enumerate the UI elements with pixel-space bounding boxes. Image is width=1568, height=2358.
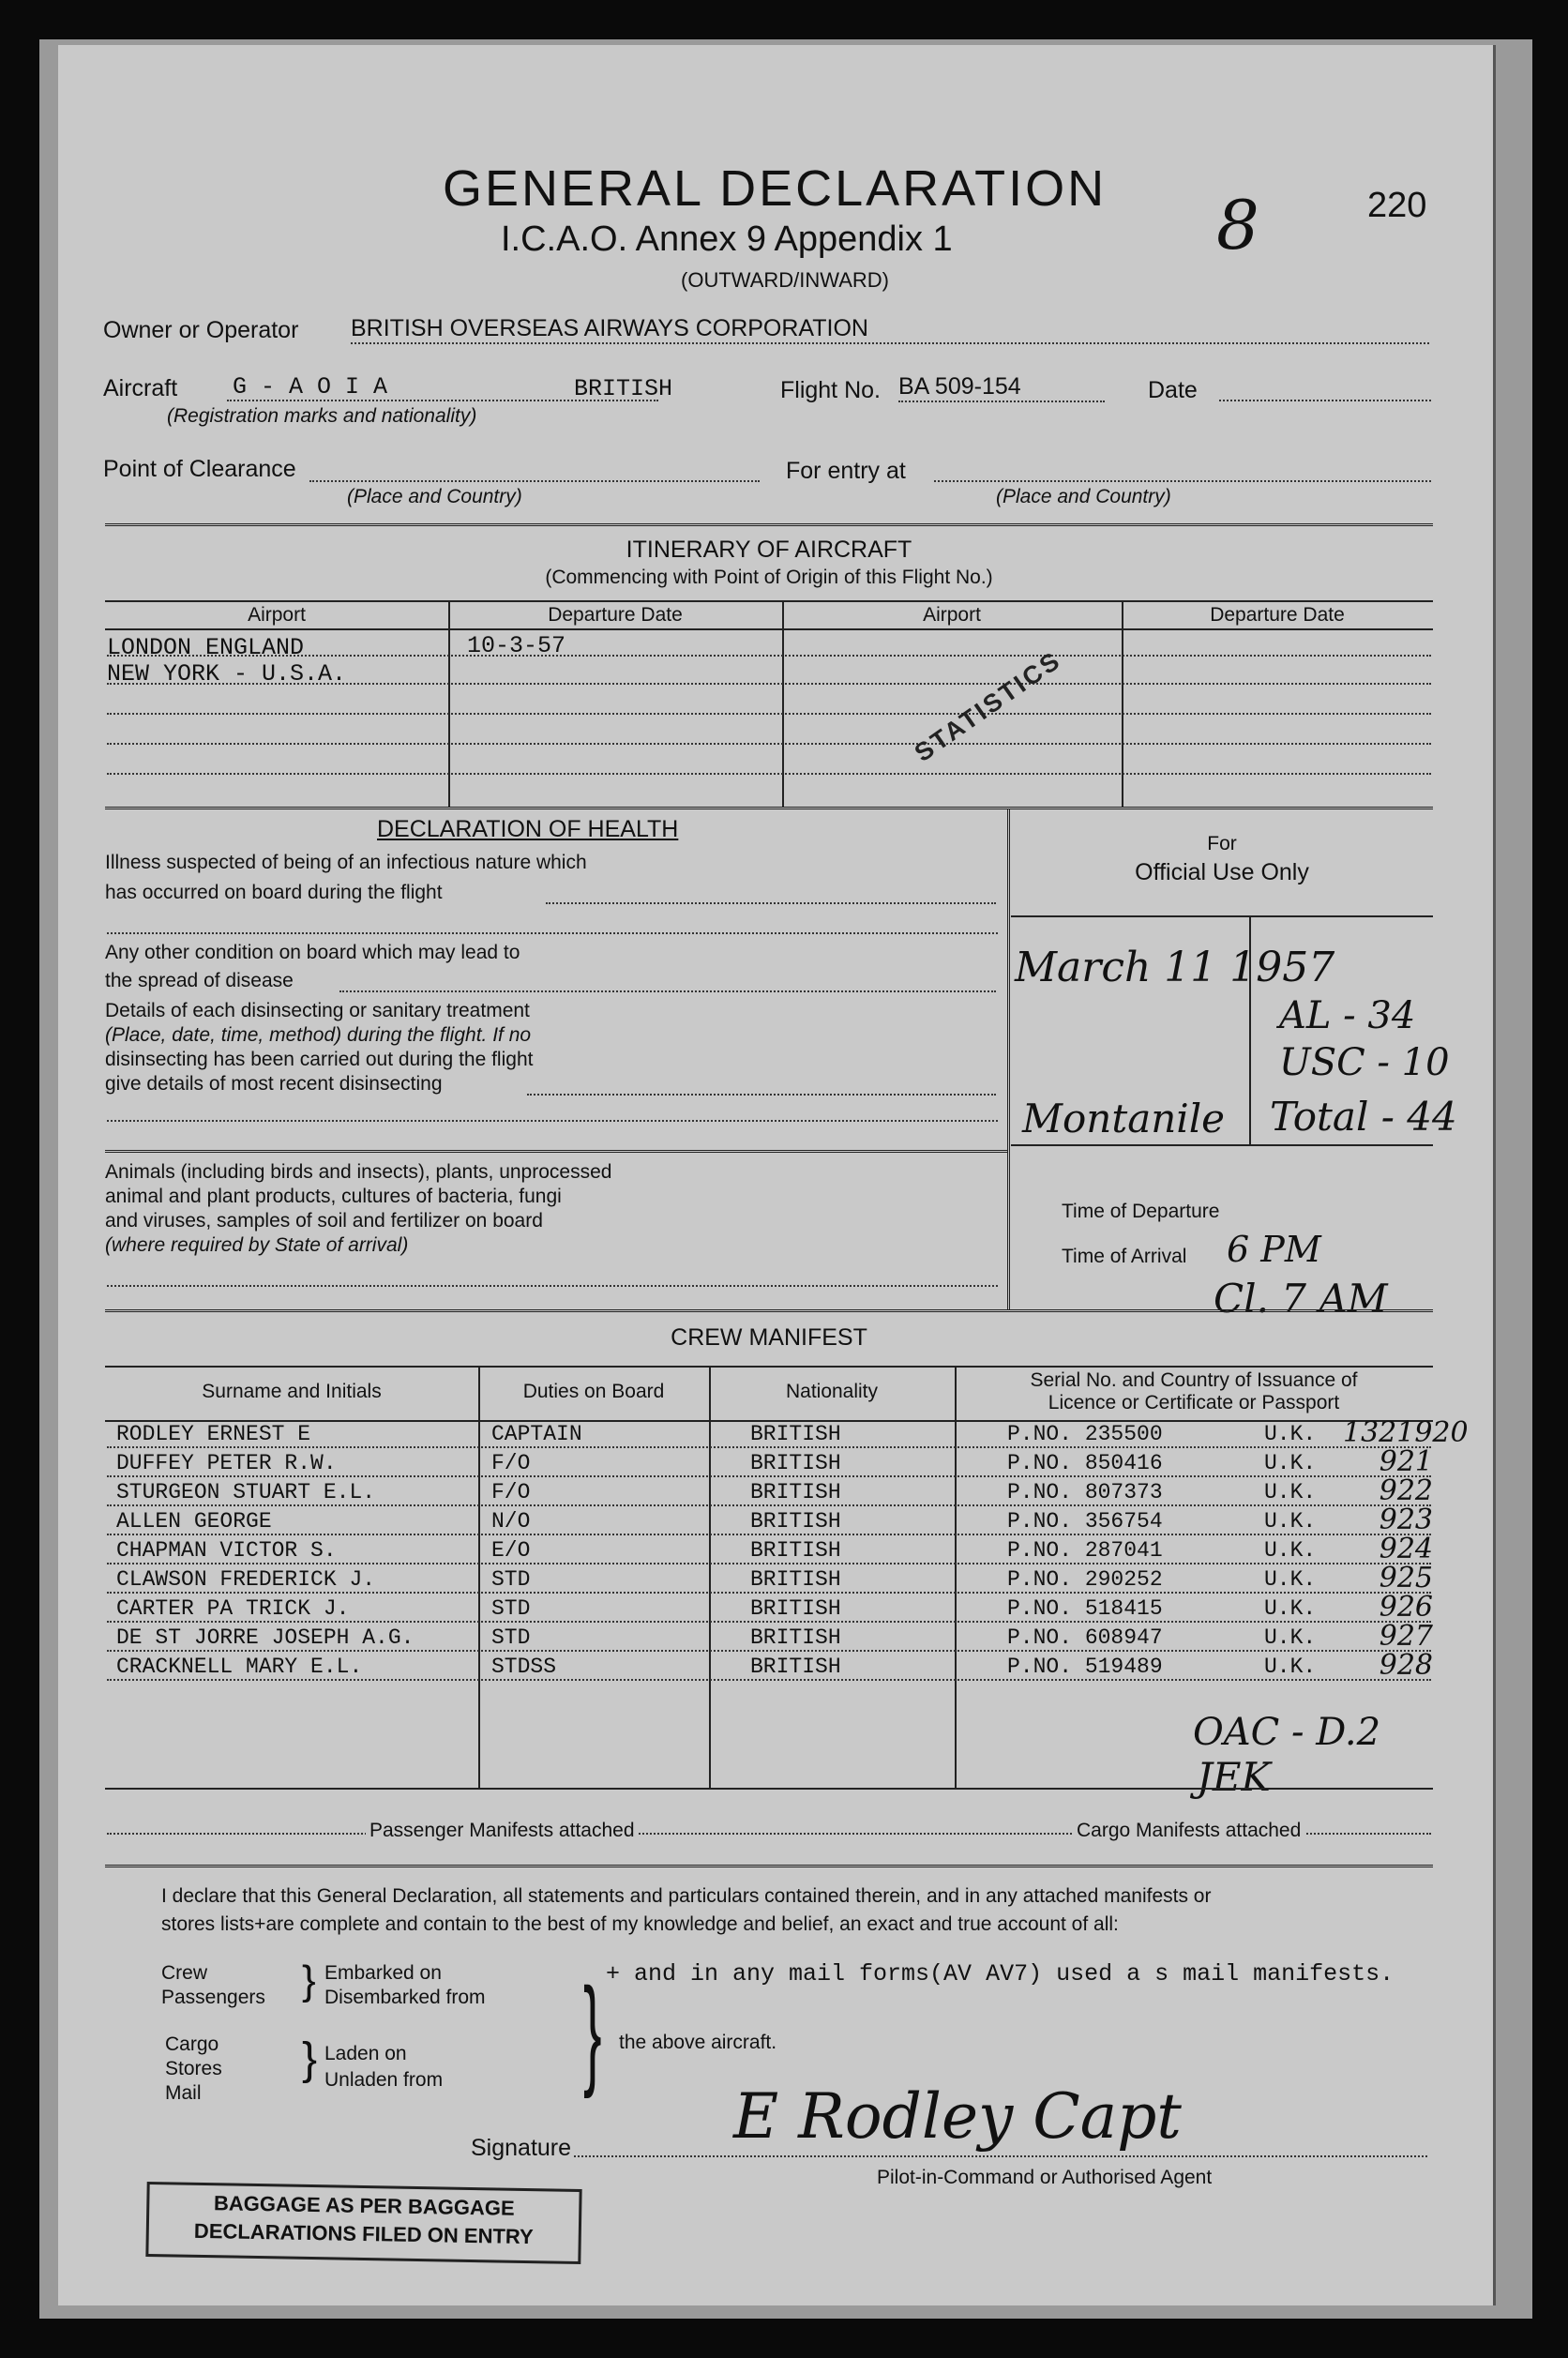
crew-nat-cell: BRITISH xyxy=(750,1509,841,1534)
crew-nat-cell: BRITISH xyxy=(750,1480,841,1504)
flight-number: BA 509-154 xyxy=(898,373,1105,402)
itinerary-airport: LONDON ENGLAND xyxy=(107,634,305,661)
page-number: 220 xyxy=(1367,186,1427,225)
crew-hand-cell: 926 xyxy=(1379,1591,1433,1624)
owner-label: Owner or Operator xyxy=(103,317,299,343)
health-title: DECLARATION OF HEALTH xyxy=(377,816,679,842)
crew-pno-cell: P.NO. 850416 xyxy=(1007,1451,1163,1475)
itinerary-date: 10-3-57 xyxy=(467,632,566,659)
disembarked-label: Disembarked from xyxy=(324,1987,486,2008)
crew-country-cell: U.K. xyxy=(1264,1625,1317,1650)
official-title: For xyxy=(1207,833,1237,854)
crew-row-rule xyxy=(107,1679,1431,1681)
clearance-label: Point of Clearance xyxy=(103,456,296,482)
animals-line: and viruses, samples of soil and fertilizer on board xyxy=(105,1210,543,1232)
crew-nat-cell: BRITISH xyxy=(750,1596,841,1621)
handwritten-clearance: Cl. 7 AM xyxy=(1214,1276,1388,1322)
crew-pno-cell: P.NO. 356754 xyxy=(1007,1509,1163,1534)
page-subtitle: I.C.A.O. Annex 9 Appendix 1 xyxy=(501,219,953,259)
crew-duty-cell: STD xyxy=(491,1596,531,1621)
crew-country-cell: U.K. xyxy=(1264,1509,1317,1534)
crew-pno-cell: P.NO. 235500 xyxy=(1007,1422,1163,1446)
other-condition-line: Any other condition on board which may lead to xyxy=(105,942,520,963)
handwritten-arrival: 6 PM xyxy=(1227,1229,1321,1270)
crew-name-cell: RODLEY ERNEST E xyxy=(116,1422,311,1446)
signature-label: Signature xyxy=(471,2135,572,2161)
crew-nat-cell: BRITISH xyxy=(750,1538,841,1563)
declaration-text: stores lists+are complete and contain to the best of my knowledge and belief, an exact and true account of all: xyxy=(161,1913,1119,1935)
crew-word: Crew xyxy=(161,1962,208,1984)
crew-hand-cell: 924 xyxy=(1379,1533,1433,1565)
crew-country-cell: U.K. xyxy=(1264,1567,1317,1592)
disinsect-line: (Place, date, time, method) during the flight. If no xyxy=(105,1024,532,1046)
itinerary-airport: NEW YORK - U.S.A. xyxy=(107,660,347,688)
itinerary-title: ITINERARY OF AIRCRAFT xyxy=(626,537,912,563)
departure-time-label: Time of Departure xyxy=(1062,1201,1220,1222)
crew-duty-cell: STDSS xyxy=(491,1655,557,1679)
animals-line: (where required by State of arrival) xyxy=(105,1234,409,1256)
crew-title: CREW MANIFEST xyxy=(671,1324,867,1351)
laden-label: Laden on xyxy=(324,2043,407,2064)
handwritten-initials: JEK xyxy=(1197,1754,1271,1800)
flight-label: Flight No. xyxy=(780,377,881,403)
declaration-text: I declare that this General Declaration, all statements and particulars contained therein, and in any attached manifests or xyxy=(161,1885,1212,1907)
itinerary-header-airport-2: Airport xyxy=(923,604,981,626)
crew-name-cell: DUFFEY PETER R.W. xyxy=(116,1451,337,1475)
crew-row-rule xyxy=(107,1563,1431,1564)
large-brace-icon: } xyxy=(583,1962,602,2099)
disinsect-line: disinsecting has been carried out during the flight xyxy=(105,1049,534,1070)
aircraft-nationality: BRITISH xyxy=(574,375,673,402)
declaration-sheet xyxy=(58,45,1496,2305)
direction-label: (OUTWARD/INWARD) xyxy=(681,268,889,292)
stamp-line: BAGGAGE AS PER BAGGAGE xyxy=(213,2191,515,2220)
crew-hand-cell: 927 xyxy=(1379,1620,1433,1653)
passenger-manifests-label: Passenger Manifests attached xyxy=(366,1820,639,1842)
crew-pno-cell: P.NO. 290252 xyxy=(1007,1567,1163,1592)
crew-name-cell: DE ST JORRE JOSEPH A.G. xyxy=(116,1625,415,1650)
crew-duty-cell: STD xyxy=(491,1567,531,1592)
brace-icon: } xyxy=(302,2034,318,2084)
crew-name-cell: CARTER PA TRICK J. xyxy=(116,1596,350,1621)
cargo-word: Cargo xyxy=(165,2033,219,2055)
baggage-stamp xyxy=(145,2182,581,2264)
illness-line: Illness suspected of being of an infectious nature which xyxy=(105,852,587,873)
crew-pno-cell: P.NO. 519489 xyxy=(1007,1655,1163,1679)
crew-row-rule xyxy=(107,1475,1431,1477)
stamp-line: DECLARATIONS FILED ON ENTRY xyxy=(193,2218,534,2249)
crew-row-rule xyxy=(107,1504,1431,1506)
crew-name-cell: CLAWSON FREDERICK J. xyxy=(116,1567,376,1592)
crew-duty-cell: STD xyxy=(491,1625,531,1650)
crew-nat-cell: BRITISH xyxy=(750,1625,841,1650)
itinerary-header-date-2: Departure Date xyxy=(1210,604,1345,626)
crew-duty-cell: E/O xyxy=(491,1538,531,1563)
captain-signature: E Rodley Capt xyxy=(733,2080,1182,2153)
disinsect-line: Details of each disinsecting or sanitary treatment xyxy=(105,1000,530,1021)
arrival-time-label: Time of Arrival xyxy=(1062,1246,1187,1267)
crew-hand-cell: 921 xyxy=(1379,1445,1433,1478)
handwritten-note: OAC - D.2 xyxy=(1193,1711,1381,1754)
crew-name-cell: CRACKNELL MARY E.L. xyxy=(116,1655,363,1679)
statistics-stamp: STATISTICS xyxy=(909,645,1067,768)
animals-line: animal and plant products, cultures of bacteria, fungi xyxy=(105,1186,562,1207)
registration-sublabel: (Registration marks and nationality) xyxy=(167,405,477,427)
crew-country-cell: U.K. xyxy=(1264,1596,1317,1621)
entry-label: For entry at xyxy=(786,458,906,484)
crew-pno-cell: P.NO. 287041 xyxy=(1007,1538,1163,1563)
handwritten-date: March 11 1957 xyxy=(1015,944,1335,991)
crew-country-cell: U.K. xyxy=(1264,1422,1317,1446)
unladen-label: Unladen from xyxy=(324,2069,444,2091)
page-title: GENERAL DECLARATION xyxy=(443,160,1108,217)
illness-line: has occurred on board during the flight xyxy=(105,882,443,903)
typed-mail-note: + and in any mail forms(AV AV7) used a s mail manifests. xyxy=(606,1960,1395,1988)
itinerary-header-date-1: Departure Date xyxy=(548,604,683,626)
crew-hand-cell: 923 xyxy=(1379,1504,1433,1536)
crew-name-cell: STURGEON STUART E.L. xyxy=(116,1480,376,1504)
owner-value: BRITISH OVERSEAS AIRWAYS CORPORATION xyxy=(351,315,1429,344)
other-condition-line: the spread of disease xyxy=(105,970,294,991)
handwritten-count: USC - 10 xyxy=(1279,1041,1450,1084)
crew-name-cell: ALLEN GEORGE xyxy=(116,1509,272,1534)
mail-word: Mail xyxy=(165,2082,202,2104)
itinerary-header-airport-1: Airport xyxy=(248,604,306,626)
crew-country-cell: U.K. xyxy=(1264,1480,1317,1504)
official-title: Official Use Only xyxy=(1135,859,1309,885)
embarked-label: Embarked on xyxy=(324,1962,442,1984)
crew-pno-cell: P.NO. 518415 xyxy=(1007,1596,1163,1621)
date-label: Date xyxy=(1148,377,1198,403)
handwritten-total: Total - 44 xyxy=(1270,1094,1457,1140)
crew-country-cell: U.K. xyxy=(1264,1538,1317,1563)
crew-hand-cell: 925 xyxy=(1379,1562,1433,1595)
crew-country-cell: U.K. xyxy=(1264,1451,1317,1475)
handwritten-name: Montanile xyxy=(1022,1096,1226,1141)
crew-header-serial: Serial No. and Country of Issuance of xyxy=(1030,1369,1358,1391)
crew-country-cell: U.K. xyxy=(1264,1655,1317,1679)
pilot-label: Pilot-in-Command or Authorised Agent xyxy=(874,2167,1214,2189)
crew-nat-cell: BRITISH xyxy=(750,1451,841,1475)
crew-row-rule xyxy=(107,1534,1431,1535)
entry-sublabel: (Place and Country) xyxy=(996,486,1171,507)
crew-row-rule xyxy=(107,1446,1431,1448)
crew-pno-cell: P.NO. 608947 xyxy=(1007,1625,1163,1650)
aircraft-label: Aircraft xyxy=(103,375,178,401)
brace-icon: } xyxy=(302,1957,316,2003)
crew-hand-cell: 922 xyxy=(1379,1474,1433,1507)
crew-pno-cell: P.NO. 807373 xyxy=(1007,1480,1163,1504)
clearance-sublabel: (Place and Country) xyxy=(347,486,522,507)
crew-nat-cell: BRITISH xyxy=(750,1655,841,1679)
crew-row-rule xyxy=(107,1592,1431,1594)
aircraft-registration: G - A O I A xyxy=(233,373,388,401)
crew-hand-cell: 928 xyxy=(1379,1649,1433,1682)
crew-row-rule xyxy=(107,1650,1431,1652)
disinsect-line: give details of most recent disinsecting xyxy=(105,1073,443,1095)
crew-header-serial: Licence or Certificate or Passport xyxy=(1048,1392,1340,1413)
crew-header-nationality: Nationality xyxy=(785,1381,879,1402)
crew-header-duties: Duties on Board xyxy=(522,1381,665,1402)
crew-row-rule xyxy=(107,1621,1431,1623)
cargo-manifests-label: Cargo Manifests attached xyxy=(1073,1820,1304,1842)
crew-name-cell: CHAPMAN VICTOR S. xyxy=(116,1538,337,1563)
crew-nat-cell: BRITISH xyxy=(750,1422,841,1446)
animals-line: Animals (including birds and insects), plants, unprocessed xyxy=(105,1161,612,1183)
crew-duty-cell: F/O xyxy=(491,1480,531,1504)
above-aircraft-text: the above aircraft. xyxy=(619,2032,777,2053)
passengers-word: Passengers xyxy=(161,1987,265,2008)
crew-header-name: Surname and Initials xyxy=(202,1381,382,1402)
itinerary-subtitle: (Commencing with Point of Origin of this Flight No.) xyxy=(545,567,993,588)
crew-nat-cell: BRITISH xyxy=(750,1567,841,1592)
handwritten-count: AL - 34 xyxy=(1279,994,1416,1037)
handwritten-mark: 8 xyxy=(1216,186,1259,265)
crew-duty-cell: F/O xyxy=(491,1451,531,1475)
crew-duty-cell: CAPTAIN xyxy=(491,1422,582,1446)
crew-duty-cell: N/O xyxy=(491,1509,531,1534)
stores-word: Stores xyxy=(165,2058,222,2079)
crew-hand-cell: 1321920 xyxy=(1343,1416,1469,1449)
